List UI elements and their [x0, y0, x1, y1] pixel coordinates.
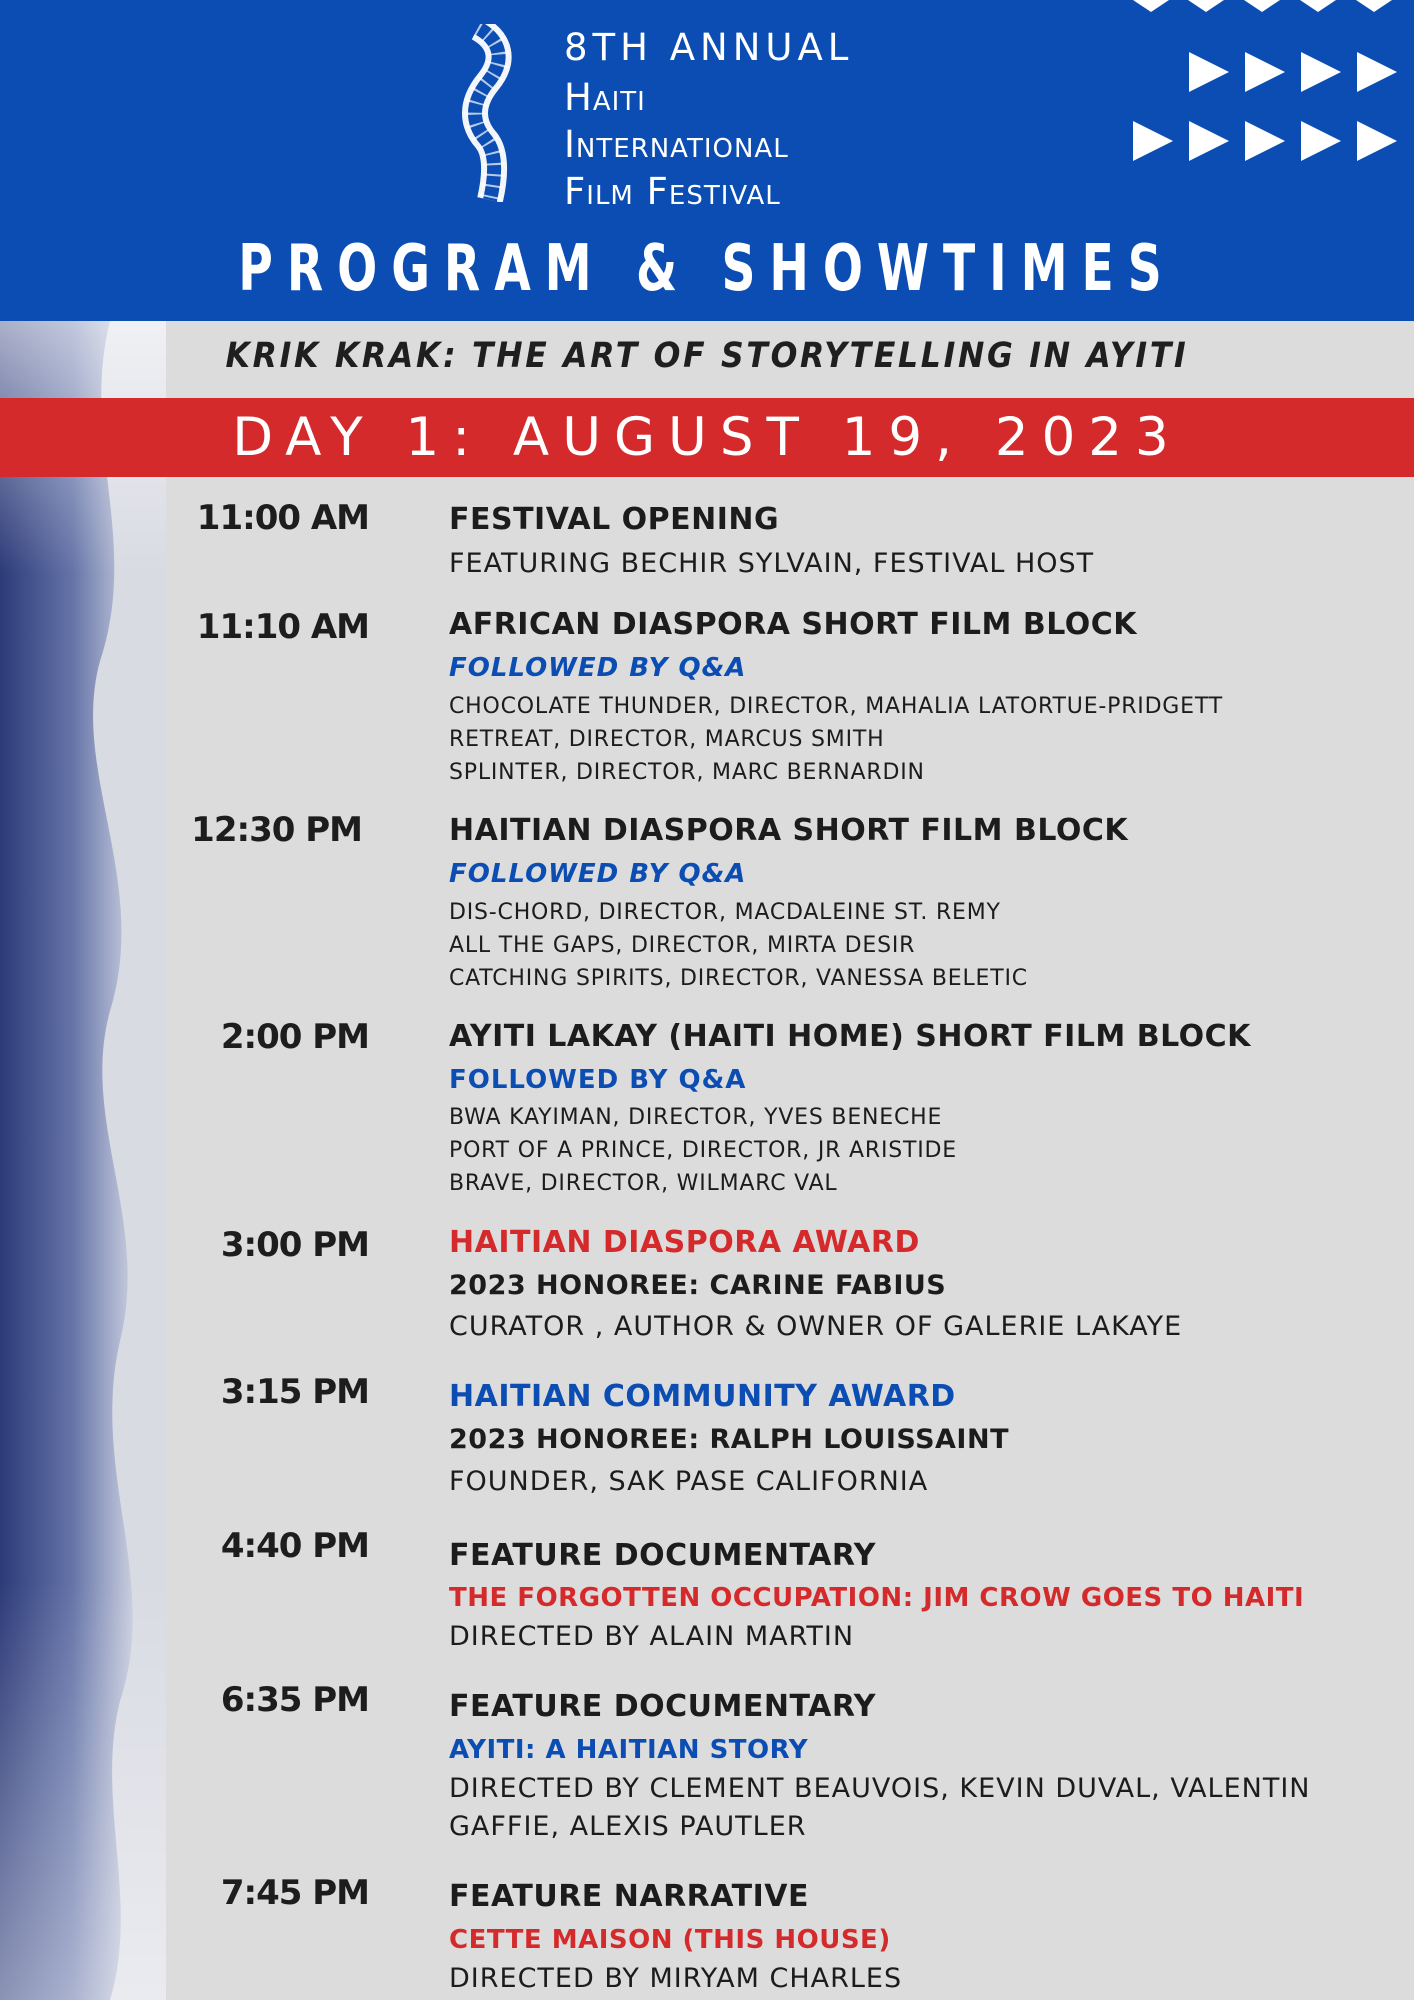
event-title: FEATURE DOCUMENTARY: [449, 1538, 877, 1573]
festival-name-line: Haiti: [564, 76, 646, 119]
film-title: THE FORGOTTEN OCCUPATION: JIM CROW GOES TO HAITI: [449, 1583, 1305, 1613]
showtime: 3:00 PM: [220, 1225, 369, 1265]
showtime: 11:10 AM: [196, 607, 369, 647]
event-title: AFRICAN DIASPORA SHORT FILM BLOCK: [449, 607, 1138, 642]
showtime: 3:15 PM: [220, 1372, 369, 1412]
event-title: FEATURE DOCUMENTARY: [449, 1689, 877, 1724]
award-title: HAITIAN COMMUNITY AWARD: [449, 1379, 956, 1414]
film-listing: DIS-CHORD, DIRECTOR, MACDALEINE ST. REMY: [449, 900, 1001, 925]
page-title: PROGRAM & SHOWTIMES: [238, 232, 1176, 306]
showtime: 7:45 PM: [220, 1873, 369, 1913]
festival-theme: KRIK KRAK: THE ART OF STORYTELLING IN AYITI: [225, 336, 1189, 376]
showtime: 6:35 PM: [220, 1680, 369, 1720]
film-director: DIRECTED BY CLEMENT BEAUVOIS, KEVIN DUVAL, VALENTIN: [449, 1773, 1311, 1804]
festival-edition: 8TH ANNUAL: [564, 26, 854, 69]
decorative-arrows-icon: [1130, 0, 1414, 170]
festival-name-line: International: [564, 123, 789, 166]
showtime: 2:00 PM: [220, 1017, 369, 1057]
event-title: FEATURE NARRATIVE: [449, 1879, 809, 1914]
honoree-name: 2023 HONOREE: CARINE FABIUS: [449, 1270, 947, 1301]
festival-name: [564, 74, 789, 215]
event-detail: FEATURING BECHIR SYLVAIN, FESTIVAL HOST: [449, 548, 1095, 579]
showtime: 4:40 PM: [220, 1526, 369, 1566]
showtime: 12:30 PM: [191, 810, 362, 850]
film-listing: PORT OF A PRINCE, DIRECTOR, JR ARISTIDE: [449, 1138, 957, 1163]
film-listing: RETREAT, DIRECTOR, MARCUS SMITH: [449, 727, 885, 752]
film-director: DIRECTED BY MIRYAM CHARLES: [449, 1963, 903, 1994]
film-listing: CATCHING SPIRITS, DIRECTOR, VANESSA BELETIC: [449, 966, 1028, 991]
film-listing: BRAVE, DIRECTOR, WILMARC VAL: [449, 1171, 838, 1196]
festival-name-line: Film Festival: [564, 170, 781, 213]
event-title: HAITIAN DIASPORA SHORT FILM BLOCK: [449, 813, 1129, 848]
day-heading: DAY 1: AUGUST 19, 2023: [232, 407, 1182, 468]
film-title: CETTE MAISON (THIS HOUSE): [449, 1925, 891, 1955]
film-director: GAFFIE, ALEXIS PAUTLER: [449, 1811, 807, 1842]
film-listing: ALL THE GAPS, DIRECTOR, MIRTA DESIR: [449, 933, 916, 958]
honoree-description: FOUNDER, SAK PASE CALIFORNIA: [449, 1466, 929, 1497]
honoree-description: CURATOR , AUTHOR & OWNER OF GALERIE LAKAYE: [449, 1311, 1183, 1342]
film-listing: CHOCOLATE THUNDER, DIRECTOR, MAHALIA LATORTUE-PRIDGETT: [449, 694, 1223, 719]
film-title: AYITI: A HAITIAN STORY: [449, 1735, 809, 1765]
film-strip-icon: [456, 24, 520, 202]
showtime: 11:00 AM: [196, 498, 369, 538]
honoree-name: 2023 HONOREE: RALPH LOUISSAINT: [449, 1424, 1009, 1455]
qa-note: FOLLOWED BY Q&A: [449, 859, 747, 889]
film-listing: BWA KAYIMAN, DIRECTOR, YVES BENECHE: [449, 1105, 943, 1130]
award-title: HAITIAN DIASPORA AWARD: [449, 1225, 920, 1260]
qa-note: FOLLOWED BY Q&A: [449, 1065, 747, 1095]
film-director: DIRECTED BY ALAIN MARTIN: [449, 1621, 855, 1652]
event-title: FESTIVAL OPENING: [449, 502, 780, 537]
qa-note: FOLLOWED BY Q&A: [449, 653, 747, 683]
film-listing: SPLINTER, DIRECTOR, MARC BERNARDIN: [449, 760, 925, 785]
event-title: AYITI LAKAY (HAITI HOME) SHORT FILM BLOCK: [449, 1019, 1251, 1054]
watercolor-texture: [0, 321, 166, 2000]
